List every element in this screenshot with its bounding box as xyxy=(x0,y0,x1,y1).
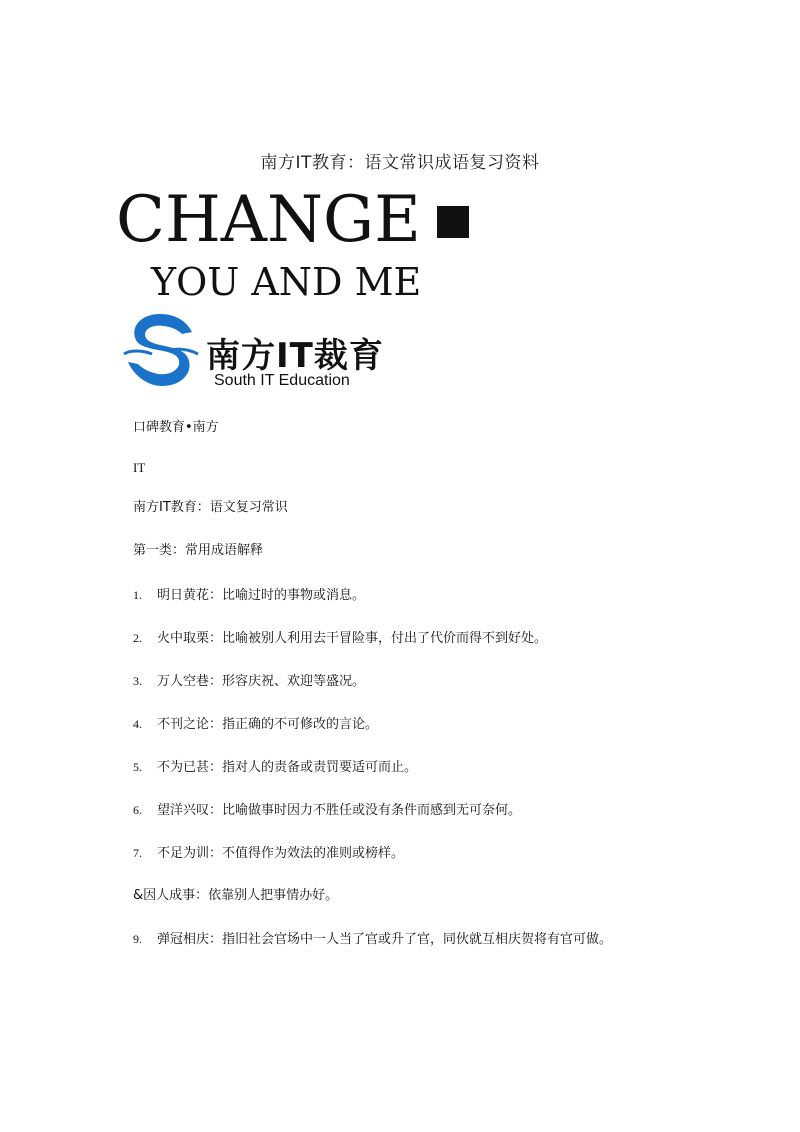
list-item-text: 不为已甚：指对人的责备或责罚要适可而止。 xyxy=(157,760,418,775)
list-item xyxy=(133,843,404,864)
list-item xyxy=(133,585,365,606)
section-heading: 第一类：常用成语解释 xyxy=(133,543,264,558)
list-item xyxy=(133,714,378,735)
list-item xyxy=(133,671,365,692)
black-square-icon xyxy=(437,206,469,238)
s-swoosh-logo-icon xyxy=(120,310,200,390)
list-item-number: 7. xyxy=(133,846,142,860)
list-item-number: 3. xyxy=(133,674,142,688)
banner-you-and-me-text: YOU AND ME xyxy=(151,260,422,304)
list-item xyxy=(133,929,612,950)
list-item-text: 明日黄花：比喻过时的事物或消息。 xyxy=(157,588,366,603)
list-item-number: 4. xyxy=(133,717,142,731)
tagline-continuation: IT xyxy=(133,460,146,475)
document-title: 南方IT教育：语文常识成语复习资料 xyxy=(260,153,540,173)
list-item-number: 9. xyxy=(133,932,142,946)
list-item-text: 望洋兴叹：比喻做事时因力不胜任或没有条件而感到无可奈何。 xyxy=(157,803,522,818)
logo-chinese-text: 南方IT裁育 xyxy=(206,336,384,376)
list-item-number: 6. xyxy=(133,803,142,817)
list-item-number: 2. xyxy=(133,631,142,645)
list-item xyxy=(133,886,338,906)
list-item-number: 1. xyxy=(133,588,142,602)
list-item-text: &因人成事：依靠别人把事情办好。 xyxy=(133,888,339,903)
tagline: 口碑教育•南方 xyxy=(133,420,219,435)
list-item-text: 不足为训：不值得作为效法的准则或榜样。 xyxy=(157,846,405,861)
list-item xyxy=(133,757,417,778)
list-item-text: 火中取栗：比喻被别人利用去干冒险事，付出了代价而得不到好处。 xyxy=(157,631,548,646)
list-item-text: 弹冠相庆：指旧社会官场中一人当了官或升了官，同伙就互相庆贺将有官可做。 xyxy=(157,932,613,947)
list-item xyxy=(133,628,547,649)
south-it-logo xyxy=(120,310,450,396)
list-item-text: 不刊之论：指正确的不可修改的言论。 xyxy=(157,717,379,732)
banner-change-text: CHANGE xyxy=(116,183,421,257)
list-item-text: 万人空巷：形容庆祝、欢迎等盛况。 xyxy=(157,674,366,689)
logo-english-text: South IT Education xyxy=(214,372,350,389)
subtitle: 南方IT教育：语文复习常识 xyxy=(133,500,288,515)
list-item-number: 5. xyxy=(133,760,142,774)
list-item xyxy=(133,800,521,821)
